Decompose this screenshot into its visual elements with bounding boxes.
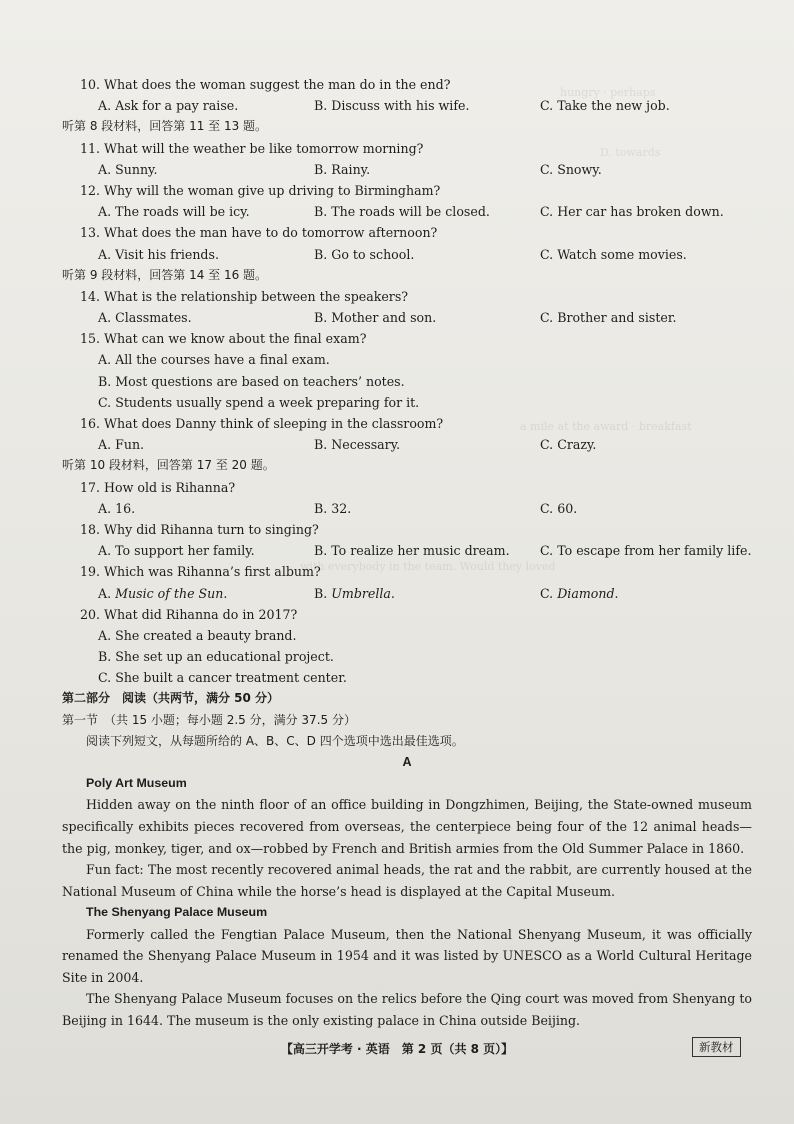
answer-options-row	[62, 95, 752, 116]
answer-option-c: C. Watch some movies.	[540, 246, 687, 262]
answer-option-a: A. Sunny.	[98, 161, 158, 177]
answer-option-c: C. Crazy.	[540, 437, 597, 453]
answer-option: C. She built a cancer treatment center.	[98, 670, 347, 686]
option-letter: B.	[314, 585, 332, 601]
option-letter: C.	[540, 585, 558, 601]
heading-shenyang-palace-museum: The Shenyang Palace Museum	[86, 905, 268, 920]
answer-option-b: B. Rainy.	[314, 161, 371, 177]
answer-option-c: C. Her car has broken down.	[540, 204, 724, 220]
answer-option-a: A. Classmates.	[98, 310, 192, 326]
answer-options-row	[62, 583, 752, 604]
answer-options-row	[62, 244, 752, 265]
paragraph-4: The Shenyang Palace Museum focuses on the relics before the Qing court was moved from Shenyang to Beijing in 1644. The museum is the only existing palace in China outside Beijing.	[62, 991, 752, 1028]
question-text: 15. What can we know about the final exam?	[80, 331, 367, 347]
answer-option-c: C. Take the new job.	[540, 98, 670, 114]
listening-section	[62, 74, 752, 688]
question-text: 14. What is the relationship between the speakers?	[80, 288, 409, 304]
answer-option-b: B. Go to school.	[314, 246, 415, 262]
album-title: Music of the Sun	[115, 585, 224, 601]
exam-page: hungry · perhaps D. towards a mile at the award · breakfast with everybody in the team. Would they loved 10. What does the woman suggest the man do in the end? A. Ask for a pay raise. B. Discuss with his wife. C. Take the new job. 听第 8 段材料，回答第 11 至 13 题。 11. What will the weather be like tomorrow morning? A. Sunny. B. Rainy. C. Snowy. 12. Why will the woman give up driving to Birmingham? A. The roads will be icy. B. The roads will be closed. C. Her car has broken down. 13. What does the man have to do tomorrow afternoon? A. Visit his friends. B. Go to school. C. Watch some movies. 听第 9 段材料，回答第 14 至 16 题。 14. What is the relationship between the speakers? A. Classmates. B. Mother and son. C. Brother and sister. 15. What can we know about the final exam? A. All the courses have a final exam. B. Most questions are based on teachers’ notes. C. Students usually spend a week preparing for it. 16. What does Danny think of sleeping in the classroom? A. Fun. B. Necessary. C. Crazy. 听第 10 段材料，回答第 17 至 20 题。 17. How old is Rihanna? A. 16. B. 32. C. 60. 18. Why did Rihanna turn to singing? A. To support her family. B. To realize her music dream. C. To escape from her family life. 19. Which was Rihanna’s first album? A. Music of the Sun. B. Umbrella. C. Diamond. 20. What did Rihanna do in 2017? A. She created a beauty brand. B. She set up an educational project. C. She built a cancer treatment center. 第二部分 阅读（共两节，满分 50 分） 第一节 （共 15 小题；每小题 2.5 分，满分 37.5 分） 阅读下列短文，从每题所给的 A、B、C、D 四个选项中选出最佳选项。 A Poly Art Museum Hidden away on the ninth floor of an office building in Dongzhimen, Beijing, the State-owned museum specifically exhibits pieces recovered from overseas, the centerpiece being four of the 12 animal heads—the pig, monkey, tiger, and ox—robbed by French and British armies from the Old Summer Palace in 1860. Fun fact: The most recently recovered animal heads, the rat and the rabbit, are currently housed at the National Museum of China while the horse’s head is displayed at the Capital Museum. The Shenyang Palace Museum Formerly called the Fengtian Palace Museum, then the National Shenyang Museum, it was officially renamed the Shenyang Palace Museum in 1954 and it was listed by UNESCO as a World Cultural Heritage Site in 2004. The Shenyang Palace Museum focuses on the relics before the Qing court was moved from Shenyang to Beijing in 1644. The museum is the only existing palace in China outside Beijing. 【高三开学考 · 英语 第 2 页（共 8 页）】 新教材	[0, 0, 794, 1124]
answer-option-c: C. Snowy.	[540, 161, 602, 177]
answer-option: A. All the courses have a final exam.	[98, 352, 330, 368]
answer-option: B. She set up an educational project.	[98, 649, 334, 665]
page-content	[62, 74, 752, 1032]
answer-option-b: B. 32.	[314, 500, 352, 516]
reading-directions: 阅读下列短文，从每题所给的 A、B、C、D 四个选项中选出最佳选项。	[86, 733, 464, 748]
listening-instruction: 听第 8 段材料，回答第 11 至 13 题。	[62, 119, 268, 134]
section1-title: 第一节 （共 15 小题；每小题 2.5 分，满分 37.5 分）	[62, 712, 356, 727]
question-text: 11. What will the weather be like tomorrow morning?	[80, 140, 424, 156]
answer-option: A. She created a beauty brand.	[98, 627, 297, 643]
passage-letter: A	[402, 755, 412, 769]
heading-poly-art-museum: Poly Art Museum	[86, 776, 187, 791]
album-title: Umbrella	[331, 585, 391, 601]
answer-option-b: B. Discuss with his wife.	[314, 98, 470, 114]
question-text: 19. Which was Rihanna’s first album?	[80, 564, 321, 580]
paragraph-2: Fun fact: The most recently recovered animal heads, the rat and the rabbit, are currently housed at the National Museum of China while the horse’s head is displayed at the Capital Museum.	[62, 862, 752, 899]
option-period: .	[390, 585, 395, 601]
answer-option-a: A. To support her family.	[98, 543, 255, 559]
answer-option: C. Students usually spend a week preparing for it.	[98, 394, 420, 410]
answer-option-b	[314, 583, 395, 604]
option-period: .	[614, 585, 619, 601]
answer-option-a: A. Visit his friends.	[98, 246, 219, 262]
answer-options-row	[62, 540, 752, 561]
answer-options-row	[62, 307, 752, 328]
answer-option-a: A. Fun.	[98, 437, 145, 453]
page-footer: 【高三开学考 · 英语 第 2 页（共 8 页）】	[280, 1042, 514, 1056]
answer-option-b: B. To realize her music dream.	[314, 543, 510, 559]
answer-option-b: B. Mother and son.	[314, 310, 437, 326]
paragraph-1: Hidden away on the ninth floor of an office building in Dongzhimen, Beijing, the State-owned museum specifically exhibits pieces recovered from overseas, the centerpiece being four of the 12 animal heads—the pig, monkey, tiger, and ox—robbed by French and British armies from the Old Summer Palace in 1860.	[62, 797, 752, 856]
answer-options-row	[62, 159, 752, 180]
option-period: .	[223, 585, 228, 601]
answer-option-a	[98, 583, 227, 604]
listening-instruction: 听第 9 段材料，回答第 14 至 16 题。	[62, 267, 268, 282]
answer-option-c: C. Brother and sister.	[540, 310, 677, 326]
question-text: 12. Why will the woman give up driving to Birmingham?	[80, 182, 441, 198]
part2-title: 第二部分 阅读（共两节，满分 50 分）	[62, 691, 280, 706]
answer-option-c: C. 60.	[540, 500, 578, 516]
answer-option: B. Most questions are based on teachers’ notes.	[98, 373, 405, 389]
paragraph-3: Formerly called the Fengtian Palace Museum, then the National Shenyang Museum, it was officially renamed the Shenyang Palace Museum in 1954 and it was listed by UNESCO as a World Cultural Heritage Site in 2004.	[62, 926, 752, 985]
answer-option-a: A. The roads will be icy.	[98, 204, 250, 220]
answer-option-b: B. Necessary.	[314, 437, 401, 453]
question-text: 17. How old is Rihanna?	[80, 479, 236, 495]
answer-options-row	[62, 498, 752, 519]
question-text: 13. What does the man have to do tomorrow afternoon?	[80, 225, 438, 241]
answer-options-row	[62, 201, 752, 222]
answer-option-a: A. 16.	[98, 500, 136, 516]
new-textbook-badge: 新教材	[692, 1037, 741, 1057]
answer-option-c: C. To escape from her family life.	[540, 543, 752, 559]
listening-instruction: 听第 10 段材料，回答第 17 至 20 题。	[62, 458, 275, 473]
answer-option-c	[540, 583, 619, 604]
album-title: Diamond	[557, 585, 615, 601]
answer-option-a: A. Ask for a pay raise.	[98, 98, 239, 114]
question-text: 16. What does Danny think of sleeping in the classroom?	[80, 416, 444, 431]
answer-options-row	[62, 434, 752, 455]
question-text: 18. Why did Rihanna turn to singing?	[80, 521, 319, 537]
answer-option-b: B. The roads will be closed.	[314, 204, 490, 220]
question-text: 20. What did Rihanna do in 2017?	[80, 606, 298, 622]
option-letter: A.	[98, 585, 116, 601]
question-text: 10. What does the woman suggest the man do in the end?	[80, 77, 451, 92]
